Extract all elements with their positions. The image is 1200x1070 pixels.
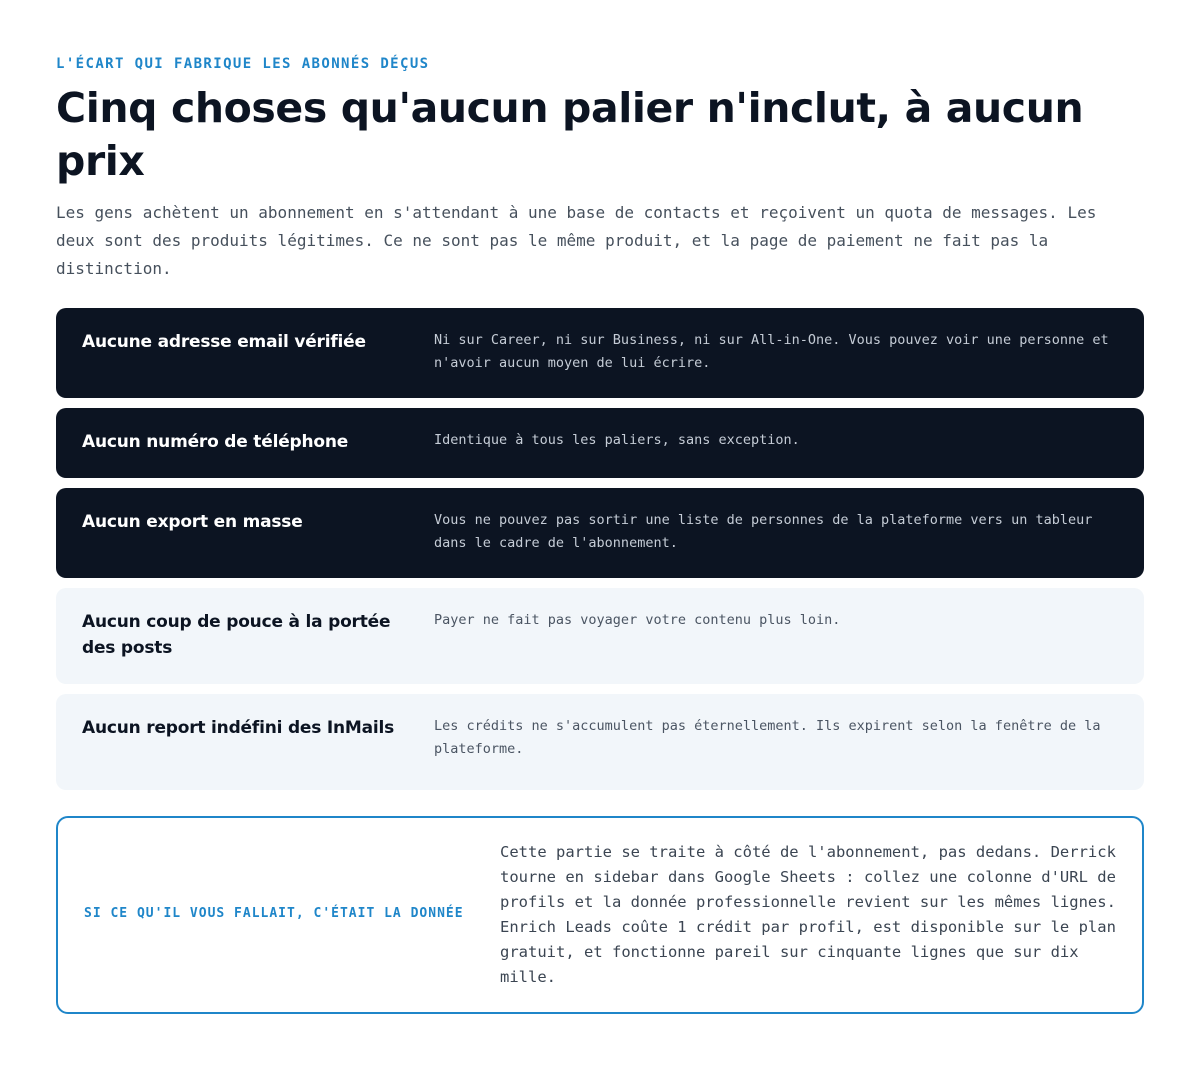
exclusion-description: Ni sur Career, ni sur Business, ni sur All-in-One. Vous pouvez voir une personne et n'avoir aucun moyen de lui écrire.	[434, 332, 1109, 371]
callout-label: SI CE QU'IL VOUS FALLAIT, C'ÉTAIT LA DONNÉE	[84, 906, 464, 921]
exclusion-card-inmails	[56, 694, 1144, 790]
exclusion-title: Aucun report indéfini des InMails	[82, 718, 395, 738]
exclusion-description: Les crédits ne s'accumulent pas éternellement. Ils expirent selon la fenêtre de la plateforme.	[434, 718, 1101, 757]
exclusion-title: Aucun coup de pouce à la portée des posts	[82, 612, 391, 658]
page-title: Cinq choses qu'aucun palier n'inclut, à aucun prix	[56, 84, 1084, 185]
exclusion-card-reach	[56, 588, 1144, 684]
intro-paragraph: Les gens achètent un abonnement en s'attendant à une base de contacts et reçoivent un quota de messages. Les deux sont des produits légitimes. Ce ne sont pas le même produit, et la page de paiement ne fait pas la distinction.	[56, 203, 1097, 278]
callout-text: Cette partie se traite à côté de l'abonnement, pas dedans. Derrick tourne en sidebar dans Google Sheets : collez une colonne d'URL de profils et la donnée professionnelle revient sur les mêmes lignes. Enrich Leads coûte 1 crédit par profil, est disponible sur le plan gratuit, et fonctionne pareil sur cinquante lignes que sur dix mille.	[500, 843, 1116, 986]
exclusion-title: Aucun numéro de téléphone	[82, 432, 349, 452]
exclusion-description: Identique à tous les paliers, sans exception.	[434, 432, 800, 448]
exclusion-title: Aucune adresse email vérifiée	[82, 332, 366, 352]
eyebrow-label: L'ÉCART QUI FABRIQUE LES ABONNÉS DÉÇUS	[56, 56, 430, 72]
exclusion-description: Vous ne pouvez pas sortir une liste de personnes de la plateforme vers un tableur dans le cadre de l'abonnement.	[434, 512, 1093, 551]
exclusion-card-email	[56, 308, 1144, 398]
exclusion-description: Payer ne fait pas voyager votre contenu plus loin.	[434, 612, 841, 628]
exclusion-title: Aucun export en masse	[82, 512, 303, 532]
data-callout	[56, 816, 1144, 1014]
exclusion-card-export	[56, 488, 1144, 578]
exclusion-card-phone	[56, 408, 1144, 478]
